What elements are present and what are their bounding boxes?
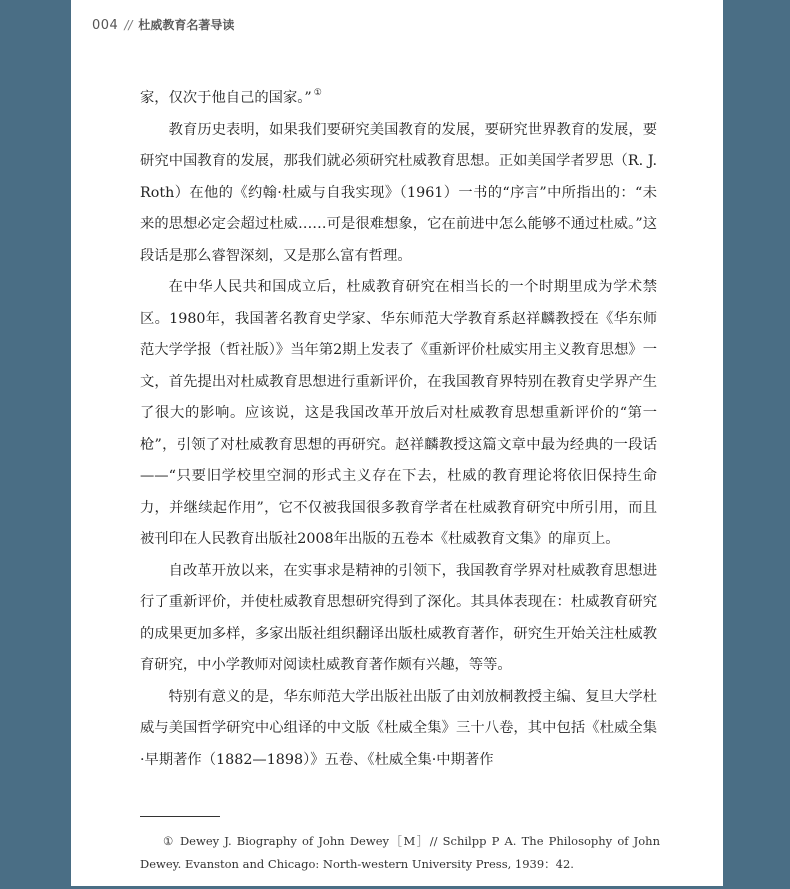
paragraph-4: 自改革开放以来，在实事求是精神的引领下，我国教育学界对杜威教育思想进行了重新评价，并使杜威教育思想研究得到了深化。其具体表现在：杜威教育研究的成果更加多样，多家出版社组织翻译出版杜威教育著作，研究生开始关注杜威教育研究，中小学教师对阅读杜威教育著作颇有兴趣，等等。: [140, 562, 657, 673]
book-page: [71, 0, 723, 886]
footnote-divider: [140, 816, 220, 817]
footnote-marker[interactable]: ①: [313, 88, 322, 98]
body-text: [140, 78, 657, 776]
book-title: 杜威教育名著导读: [138, 18, 235, 32]
paragraph-3: 在中华人民共和国成立后，杜威教育研究在相当长的一个时期里成为学术禁区。1980年，我国著名教育史学家、华东师范大学教育系赵祥麟教授在《华东师范大学学报（哲社版）》当年第2期上发表了《重新评价杜威实用主义教育思想》一文，首先提出对杜威教育思想进行重新评价，在我国教育界特别在教育史学界产生了很大的影响。应该说，这是我国改革开放后对杜威教育思想重新评价的“第一枪”，引领了对杜威教育思想的再研究。赵祥麟教授这篇文章中最为经典的一段话——“只要旧学校里空洞的形式主义存在下去，杜威的教育理论将依旧保持生命力，并继续起作用”，它不仅被我国很多教育学者在杜威教育研究中所引用，而且被刊印在人民教育出版社2008年出版的五卷本《杜威教育文集》的扉页上。: [140, 279, 657, 547]
header-separator: //: [124, 18, 133, 32]
running-head: [92, 16, 234, 33]
page-number: 004: [92, 18, 119, 33]
paragraph-2: 教育历史表明，如果我们要研究美国教育的发展，要研究世界教育的发展，要研究中国教育的发展，那我们就必须研究杜威教育思想。正如美国学者罗思（R. J. Roth）在他的《约翰·杜威与自我实现》（1961）一书的“序言”中所指出的：“未来的思想必定会超过杜威……可是很难想象，它在前进中怎么能够不通过杜威。”这段话是那么睿智深刻，又是那么富有哲理。: [140, 121, 657, 264]
paragraph-1: [140, 78, 657, 115]
paragraph-1-text: 家，仅次于他自己的国家。”: [140, 90, 312, 106]
paragraph-5: 特别有意义的是，华东师范大学出版社出版了由刘放桐教授主编、复旦大学杜威与美国哲学研究中心组译的中文版《杜威全集》三十八卷，其中包括《杜威全集·早期著作（1882—1898）》五卷、《杜威全集·中期著作: [140, 688, 657, 768]
footnote: [140, 830, 660, 876]
footnote-text: ① Dewey J. Biography of John Dewey［M］// Schilpp P A. The Philosophy of John Dewey. Evanston and Chicago: North-western University Press, 1939：42.: [140, 834, 660, 871]
